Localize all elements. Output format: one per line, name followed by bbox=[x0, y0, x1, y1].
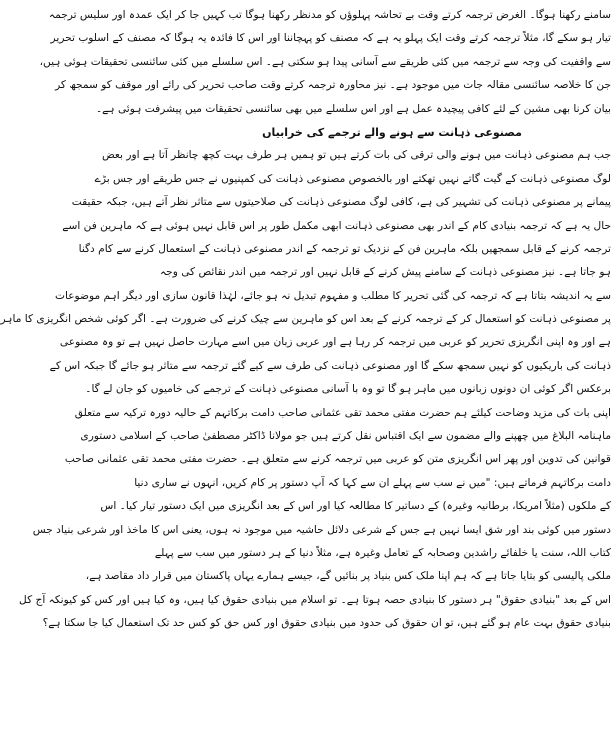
text-line: ہو جاتا ہے۔ نیز مصنوعی ذہانت کے سامنے پیش کرنے کے قابل نہیں اور ترجمہ میں اندر نقائص کی وجہ bbox=[159, 266, 611, 279]
text-line: اپنی بات کی مزید وضاحت کیلئے ہم حضرت مفتی محمد تقی عثمانی صاحب دامت برکاتہم کے حالیہ دورہ ترکیہ سے متعلق bbox=[74, 406, 611, 419]
text-line: بنیادی حقوق بہت عام ہو گئے ہیں، تو ان حقوق کی حدود میں بنیادی حقوق اور کس حق کو کس حد تک استعمال کیا جا سکتا ہے؟ bbox=[42, 617, 611, 630]
text-line: برعکس اگر کوئی ان دونوں زبانوں میں ماہر ہو گا تو وہ با آسانی مصنوعی ذہانت کے ترجمے کی خامیوں کو جان لے گا۔ bbox=[85, 383, 611, 396]
text-line: ماہنامہ البلاغ میں چھپنے والے مضمون سے ایک اقتباس نقل کرتے ہیں جو مولانا ڈاکٹر مصطفیٰ صاحب کے اسلامی دستوری bbox=[80, 430, 611, 443]
text-line: بیان کرنا بھی مشین کے لئے کافی پیچیدہ عمل ہے اور اس سلسلے میں بھی سائنسی تحقیقات میں پیشرفت ہوئی ہے۔ bbox=[95, 102, 611, 115]
text-line: جب ہم مصنوعی ذہانت میں ہونے والی ترقی کی بات کرتے ہیں تو ہمیں ہر طرف بہت کچھ چانظر آتا ہے اور بعض bbox=[101, 149, 611, 162]
text-line: سامنے رکھنا ہوگا۔ الغرض ترجمہ کرتے وقت بے تحاشہ پہلوؤں کو مدنظر رکھنا ہوگا تب کہیں جا کر ایک عمدہ اور سلیس ترجمہ bbox=[48, 9, 611, 21]
section-heading: مصنوعی ذہانت سے ہونے والے ترجمے کی خرابیاں bbox=[262, 125, 522, 139]
text-line: دستور میں کوئی بند اور شق ایسا نہیں ہے جس کے شرعی دلائل حاشیہ میں موجود نہ ہوں، یعنی اس کا ماخذ اور شرعی بنیاد جس bbox=[32, 523, 611, 536]
text-line: سے یہ اندیشہ بتاتا ہے کہ ترجمہ کی گئی تحریر کا مطلب و مفہوم تبدیل نہ ہو جائے، لہٰذا قانون سازی اور دیگر اہم موضوعات bbox=[55, 289, 611, 302]
text-line: ہے اور وہ اپنی انگریزی تحریر کو عربی میں ترجمہ کر رہا ہے اور عربی زبان میں اسے مہارت حاصل نہیں ہے تو وہ مصنوعی bbox=[59, 336, 611, 349]
paragraph-translation-aspects bbox=[39, 4, 611, 121]
text-line: پیمانے پر مصنوعی ذہانت کی تشہیر کی ہے، کافی لوگ مصنوعی ذہانت کی صلاحیتوں سے متاثر نظر آتے ہیں، جبکہ حقیقت bbox=[71, 196, 611, 209]
text-line: دامت برکاتہم فرماتے ہیں: "میں نے سب سے پہلے ان سے کہا کہ آپ دستور پر کام کریں، انہوں نے ساری دنیا bbox=[134, 476, 611, 489]
text-line: ذہانت کی باریکیوں کو نہیں سمجھ سکے گا اور مصنوعی ذہانت کی طرف سے کیے گئے ترجمہ سے متاثر ہو جائے گا جبکہ اس کے bbox=[49, 359, 611, 372]
text-line: قوانین کی تدوین اور پھر اس انگریزی متن کو عربی میں ترجمہ کرنے سے متعلق ہے۔ حضرت مفتی محمد تقی عثمانی صاحب bbox=[64, 453, 611, 466]
text-line: پر مصنوعی ذہانت کو استعمال کر کے ترجمہ کرنے کے بعد اس کو ماہرین سے چیک کرنے کی ضرورت ہے۔ اگر کوئی شخص انگریزی کا ماہر bbox=[0, 313, 611, 326]
text-line: کتاب اللہ، سنت یا خلفائے راشدین وصحابہ کے تعامل وغیرہ ہے، مثلاً دنیا کے ہر دستور میں سب سے پہلے bbox=[154, 546, 611, 559]
paragraph-mufti-quote bbox=[19, 402, 611, 636]
text-line: ترجمہ کرنے کے قابل سمجھیں بلکہ ماہرین فن کے نزدیک تو ترجمہ کے اندر مصنوعی ذہانت کے استعمال کرنے سے کام دگنا bbox=[78, 242, 611, 255]
text-line: لوگ مصنوعی ذہانت کے گیت گاتے نہیں تھکتے اور بالخصوص مصنوعی ذہانت کی کمپنیوں نے جس طریقے اور جس بڑے bbox=[94, 172, 611, 185]
text-line: سے واقفیت کی وجہ سے ترجمہ میں کئی طریقے سے آسانی پیدا ہو سکتی ہے۔ اس سلسلے میں کئی سائنسی تحقیقات ہوئی ہیں، bbox=[39, 55, 611, 68]
text-line: کے ملکوں (مثلاً امریکا، برطانیہ وغیرہ) کے دساتیر کا مطالعہ کیا اور اس کے بعد انگریزی میں ایک دستور تیار کیا۔ اس bbox=[100, 500, 611, 513]
text-line: حال یہ ہے کہ ترجمہ بنیادی کام کے اندر بھی مصنوعی ذہانت ابھی مکمل طور پر اس قابل نہیں ہوئی ہے کہ ماہرین فن اسے bbox=[62, 219, 611, 232]
text-line: جن کا خلاصہ سائنسی مقالہ جات میں موجود ہے۔ نیز محاورہ ترجمہ کرتے وقت صاحب تحریر کی رائے اور موقف کو سمجھ کر bbox=[55, 79, 611, 92]
paragraph-ai-shortcomings bbox=[0, 144, 611, 401]
text-line: تیار ہو سکے گا، مثلاً ترجمہ کرتے وقت ایک پہلو یہ ہے کہ مصنف کو پہچاننا اور اس کا فائدہ یہ ہوگا کہ مصنف کے اسلوب تحریر bbox=[50, 32, 611, 45]
text-line: ملکی پالیسی کو بتایا جاتا ہے کہ ہم اپنا ملک کس بنیاد پر بنائیں گے، جیسے ہمارے یہاں پاکستان میں قرار داد مقاصد ہے، bbox=[85, 570, 611, 583]
text-line: اس کے بعد "بنیادی حقوق" ہر دستور کا بنیادی حصہ ہوتا ہے۔ تو اسلام میں بنیادی حقوق کیا ہیں، وہ کیا ہیں اور کس کو کیونکہ آج کل bbox=[19, 593, 611, 606]
